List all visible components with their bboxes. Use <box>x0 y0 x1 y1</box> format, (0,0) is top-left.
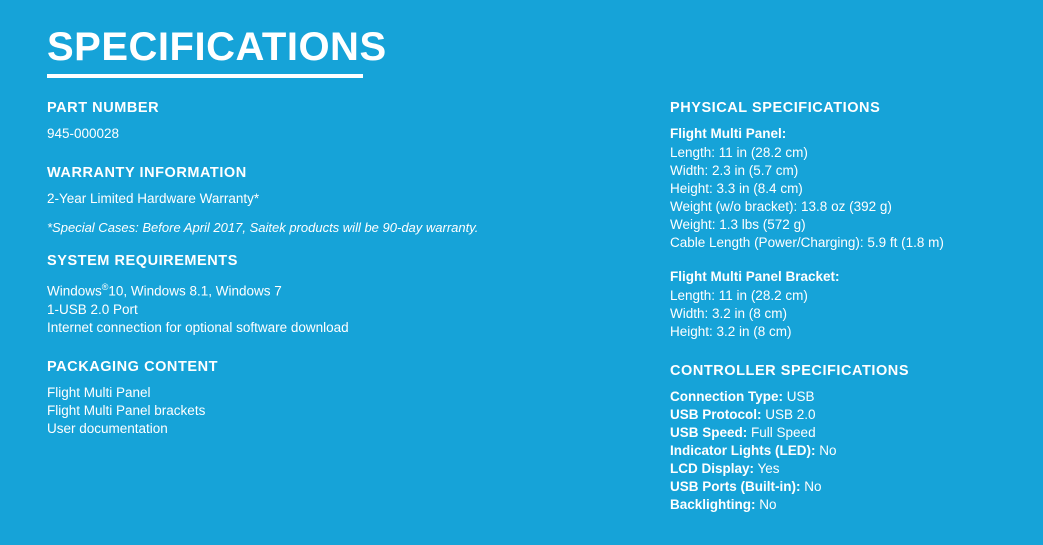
registered-icon: ® <box>101 282 109 292</box>
physical-spec-line: Weight: 1.3 lbs (572 g) <box>670 217 806 232</box>
title-underline <box>47 74 363 78</box>
list-item: Flight Multi Panel brackets <box>47 402 206 418</box>
os-suffix: 10, Windows 8.1, Windows 7 <box>108 283 282 299</box>
packaging-section <box>47 359 607 438</box>
controller-spec-value: USB 2.0 <box>765 407 816 422</box>
os-prefix: Windows <box>47 283 102 299</box>
controller-spec-row <box>670 496 1003 514</box>
controller-spec-label: USB Speed: <box>670 425 748 440</box>
controller-spec-label: Backlighting: <box>670 497 756 512</box>
part-number-value: 945-000028 <box>47 126 120 141</box>
system-requirements-section <box>47 253 607 337</box>
controller-spec-row <box>670 442 1003 460</box>
controller-spec-row <box>670 406 1003 424</box>
physical-spec-line: Width: 3.2 in (8 cm) <box>670 306 788 321</box>
controller-spec-row <box>670 424 1003 442</box>
physical-group-title: Flight Multi Panel Bracket: <box>670 269 840 284</box>
controller-specifications-heading: CONTROLLER SPECIFICATIONS <box>670 363 910 379</box>
controller-spec-label: USB Ports (Built-in): <box>670 479 801 494</box>
physical-spec-line: Height: 3.2 in (8 cm) <box>670 324 792 339</box>
controller-spec-label: USB Protocol: <box>670 407 762 422</box>
physical-specifications-heading: PHYSICAL SPECIFICATIONS <box>670 100 881 116</box>
physical-spec-line: Cable Length (Power/Charging): 5.9 ft (1.8 m) <box>670 235 944 250</box>
warranty-heading: WARRANTY INFORMATION <box>47 165 247 181</box>
warranty-note: *Special Cases: Before April 2017, Saitek products will be 90-day warranty. <box>47 220 479 235</box>
warranty-value: 2-Year Limited Hardware Warranty* <box>47 191 260 206</box>
physical-specifications-section <box>670 100 1003 341</box>
physical-spec-line: Length: 11 in (28.2 cm) <box>670 288 808 303</box>
controller-spec-value: Full Speed <box>751 425 816 440</box>
physical-spec-line: Weight (w/o bracket): 13.8 oz (392 g) <box>670 199 892 214</box>
part-number-section <box>47 100 607 143</box>
content-columns <box>47 100 1003 536</box>
physical-group-title: Flight Multi Panel: <box>670 126 787 141</box>
controller-spec-value: Yes <box>757 461 780 476</box>
system-requirements-heading: SYSTEM REQUIREMENTS <box>47 253 238 269</box>
controller-spec-value: No <box>819 443 837 458</box>
physical-group-gap <box>670 252 1003 268</box>
list-item: Flight Multi Panel <box>47 384 151 400</box>
controller-spec-label: Indicator Lights (LED): <box>670 443 816 458</box>
page-title: SPECIFICATIONS <box>47 25 387 69</box>
system-requirements-os <box>47 278 607 301</box>
controller-spec-value: No <box>804 479 822 494</box>
packaging-heading: PACKAGING CONTENT <box>47 358 218 375</box>
right-column <box>607 100 1003 536</box>
part-number-heading: PART NUMBER <box>47 100 160 116</box>
system-requirements-internet: Internet connection for optional software download <box>47 319 349 335</box>
controller-spec-row <box>670 460 1003 478</box>
left-column <box>47 100 607 460</box>
warranty-section <box>47 165 607 237</box>
controller-spec-label: Connection Type: <box>670 389 783 404</box>
system-requirements-usb: 1-USB 2.0 Port <box>47 301 138 317</box>
warranty-spacer <box>47 208 607 219</box>
list-item: User documentation <box>47 420 168 436</box>
controller-spec-label: LCD Display: <box>670 461 755 476</box>
controller-spec-row <box>670 478 1003 496</box>
physical-spec-line: Height: 3.3 in (8.4 cm) <box>670 181 803 196</box>
controller-specifications-section <box>670 363 1003 514</box>
controller-spec-row <box>670 388 1003 406</box>
physical-spec-line: Width: 2.3 in (5.7 cm) <box>670 163 799 178</box>
controller-spec-value: USB <box>786 389 815 404</box>
controller-spec-value: No <box>759 497 777 512</box>
physical-spec-line: Length: 11 in (28.2 cm) <box>670 145 808 160</box>
